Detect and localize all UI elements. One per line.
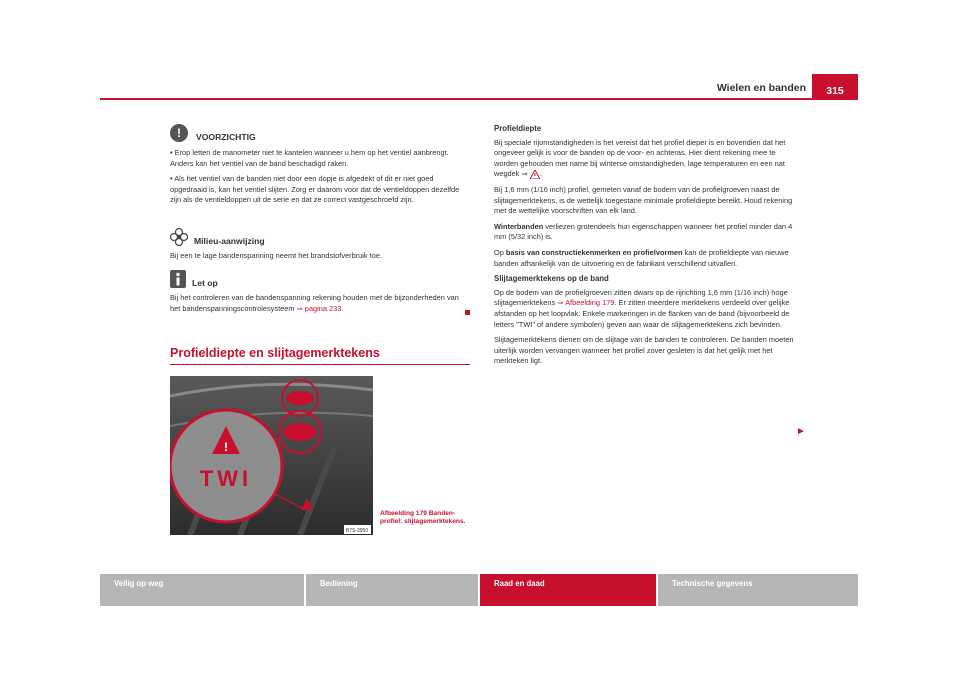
figure-link[interactable]: ⇒ Afbeelding 179 <box>557 298 615 308</box>
twi-label: TWI <box>199 466 253 491</box>
warning-title: VOORZICHTIG <box>196 132 256 142</box>
footer-tab-veilig[interactable]: Veilig op weg <box>100 574 304 606</box>
figure-code: B7S-3950 <box>345 528 369 534</box>
section-rule <box>170 364 470 365</box>
warning-triangle-icon <box>530 170 540 179</box>
warning-bullet-2: • Als het ventiel van de banden niet door een dopje is afgedekt of dit er niet goed opgedraaid is, kan het ventiel slijten. Zorg er daarom voor dat de ventieldoppen dezelfde zijn als de ventieldoppen uit de serie en dat ze correct vastgeschroefd zijn. <box>170 174 460 205</box>
section-title: Profieldiepte en slijtagemerktekens <box>170 346 380 360</box>
exclamation-circle-icon: ! <box>170 124 188 142</box>
new-tires-text: Op basis van constructiekenmerken en profielvormen kan de profieldiepte van nieuwe banden afhankelijk van de uitvoering en de fabrikant verschillend uitvallen. <box>494 247 789 268</box>
end-mark <box>465 310 470 315</box>
environment-title: Milieu-aanwijzing <box>194 236 265 246</box>
header-rule <box>100 98 812 100</box>
wear-text: Op de bodem van de profielgroeven zitten dwars op de rijrichting 1,6 mm (1/16 inch) hoge slijtagemerktekens ⇒ Afbeelding 179. Er zitten meerdere merktekens verdeeld over gelijke afstanden op het loopvlak. Enkele markeringen in de flanken van de band (bijvoorbeeld de letters "TWI" of andere symbolen) geven aan waar de slijtagemerktekens zich bevinden. <box>494 287 790 329</box>
winter-text: Winterbanden verliezen grotendeels hun eigenschappen wanneer het profiel minder dan 4 mm (5/32 inch) is. <box>494 221 793 242</box>
warning-bullet-1: • Erop letten de manometer niet te kantelen wanneer u hem op het ventiel aanbrengt. Anders kan het ventiel van de band beschadigd raken. <box>170 148 449 168</box>
note-block <box>170 270 470 314</box>
right-column <box>494 124 794 372</box>
wear-heading: Slijtagemerktekens op de band <box>494 274 609 284</box>
tire-tread-figure <box>170 376 373 535</box>
environment-block <box>170 228 470 262</box>
svg-text:!: ! <box>224 440 228 454</box>
info-icon <box>170 270 186 288</box>
environment-text: Bij een te lage bandenspanning neemt het brandstofverbruik toe. <box>170 251 383 260</box>
note-text: Bij het controleren van de bandenspanning rekening houden met de bijzonderheden van het bandenspanningscontrolesysteem ⇒ pagina 233. <box>170 293 459 313</box>
footer-tab-technische-gegevens[interactable]: Technische gegevens <box>658 574 858 606</box>
profile-text: Bij speciale rijomstandigheden is het vereist dat het profiel dieper is en bovendien dat het ongeveer gelijk is voor de banden op de voor- en achteras. Hier dient rekening mee te worden gehouden met name bij winterse omstandigheden, lage temperaturen en een nat wegdek ⇒ . <box>494 137 786 179</box>
chapter-title: Wielen en banden <box>716 82 806 94</box>
warning-block <box>170 124 470 211</box>
page-number: 315 <box>812 74 858 100</box>
continue-arrow-icon: ► <box>796 426 806 437</box>
profile-heading: Profieldiepte <box>494 124 542 133</box>
footer-tab-raad-en-daad[interactable]: Raad en daad <box>480 574 656 606</box>
footer-tab-bediening[interactable]: Bediening <box>306 574 478 606</box>
min-depth-text: Bij 1,6 mm (1/16 inch) profiel, gemeten vanaf de bodem van de profielgroeven naast de slijtagemerktekens, is de wettelijk toegestane minimale profieldiepte bereikt. Houd rekening met de wettelijke voorschriften van elk land. <box>494 184 793 216</box>
replace-text: Slijtagemerktekens dienen om de slijtage van de banden te controleren. De banden moeten uiterlijk worden vervangen wanneer het profiel zover gesleten is dat het gelijk met het merkteken ligt. <box>494 335 794 366</box>
tire-illustration <box>170 376 373 535</box>
flower-icon <box>170 228 188 246</box>
figure-caption: Afbeelding 179 Banden-profiel: slijtagemerktekens. <box>380 510 466 526</box>
note-page-link[interactable]: ⇒ pagina 233 <box>296 303 342 313</box>
note-title: Let op <box>192 278 218 288</box>
